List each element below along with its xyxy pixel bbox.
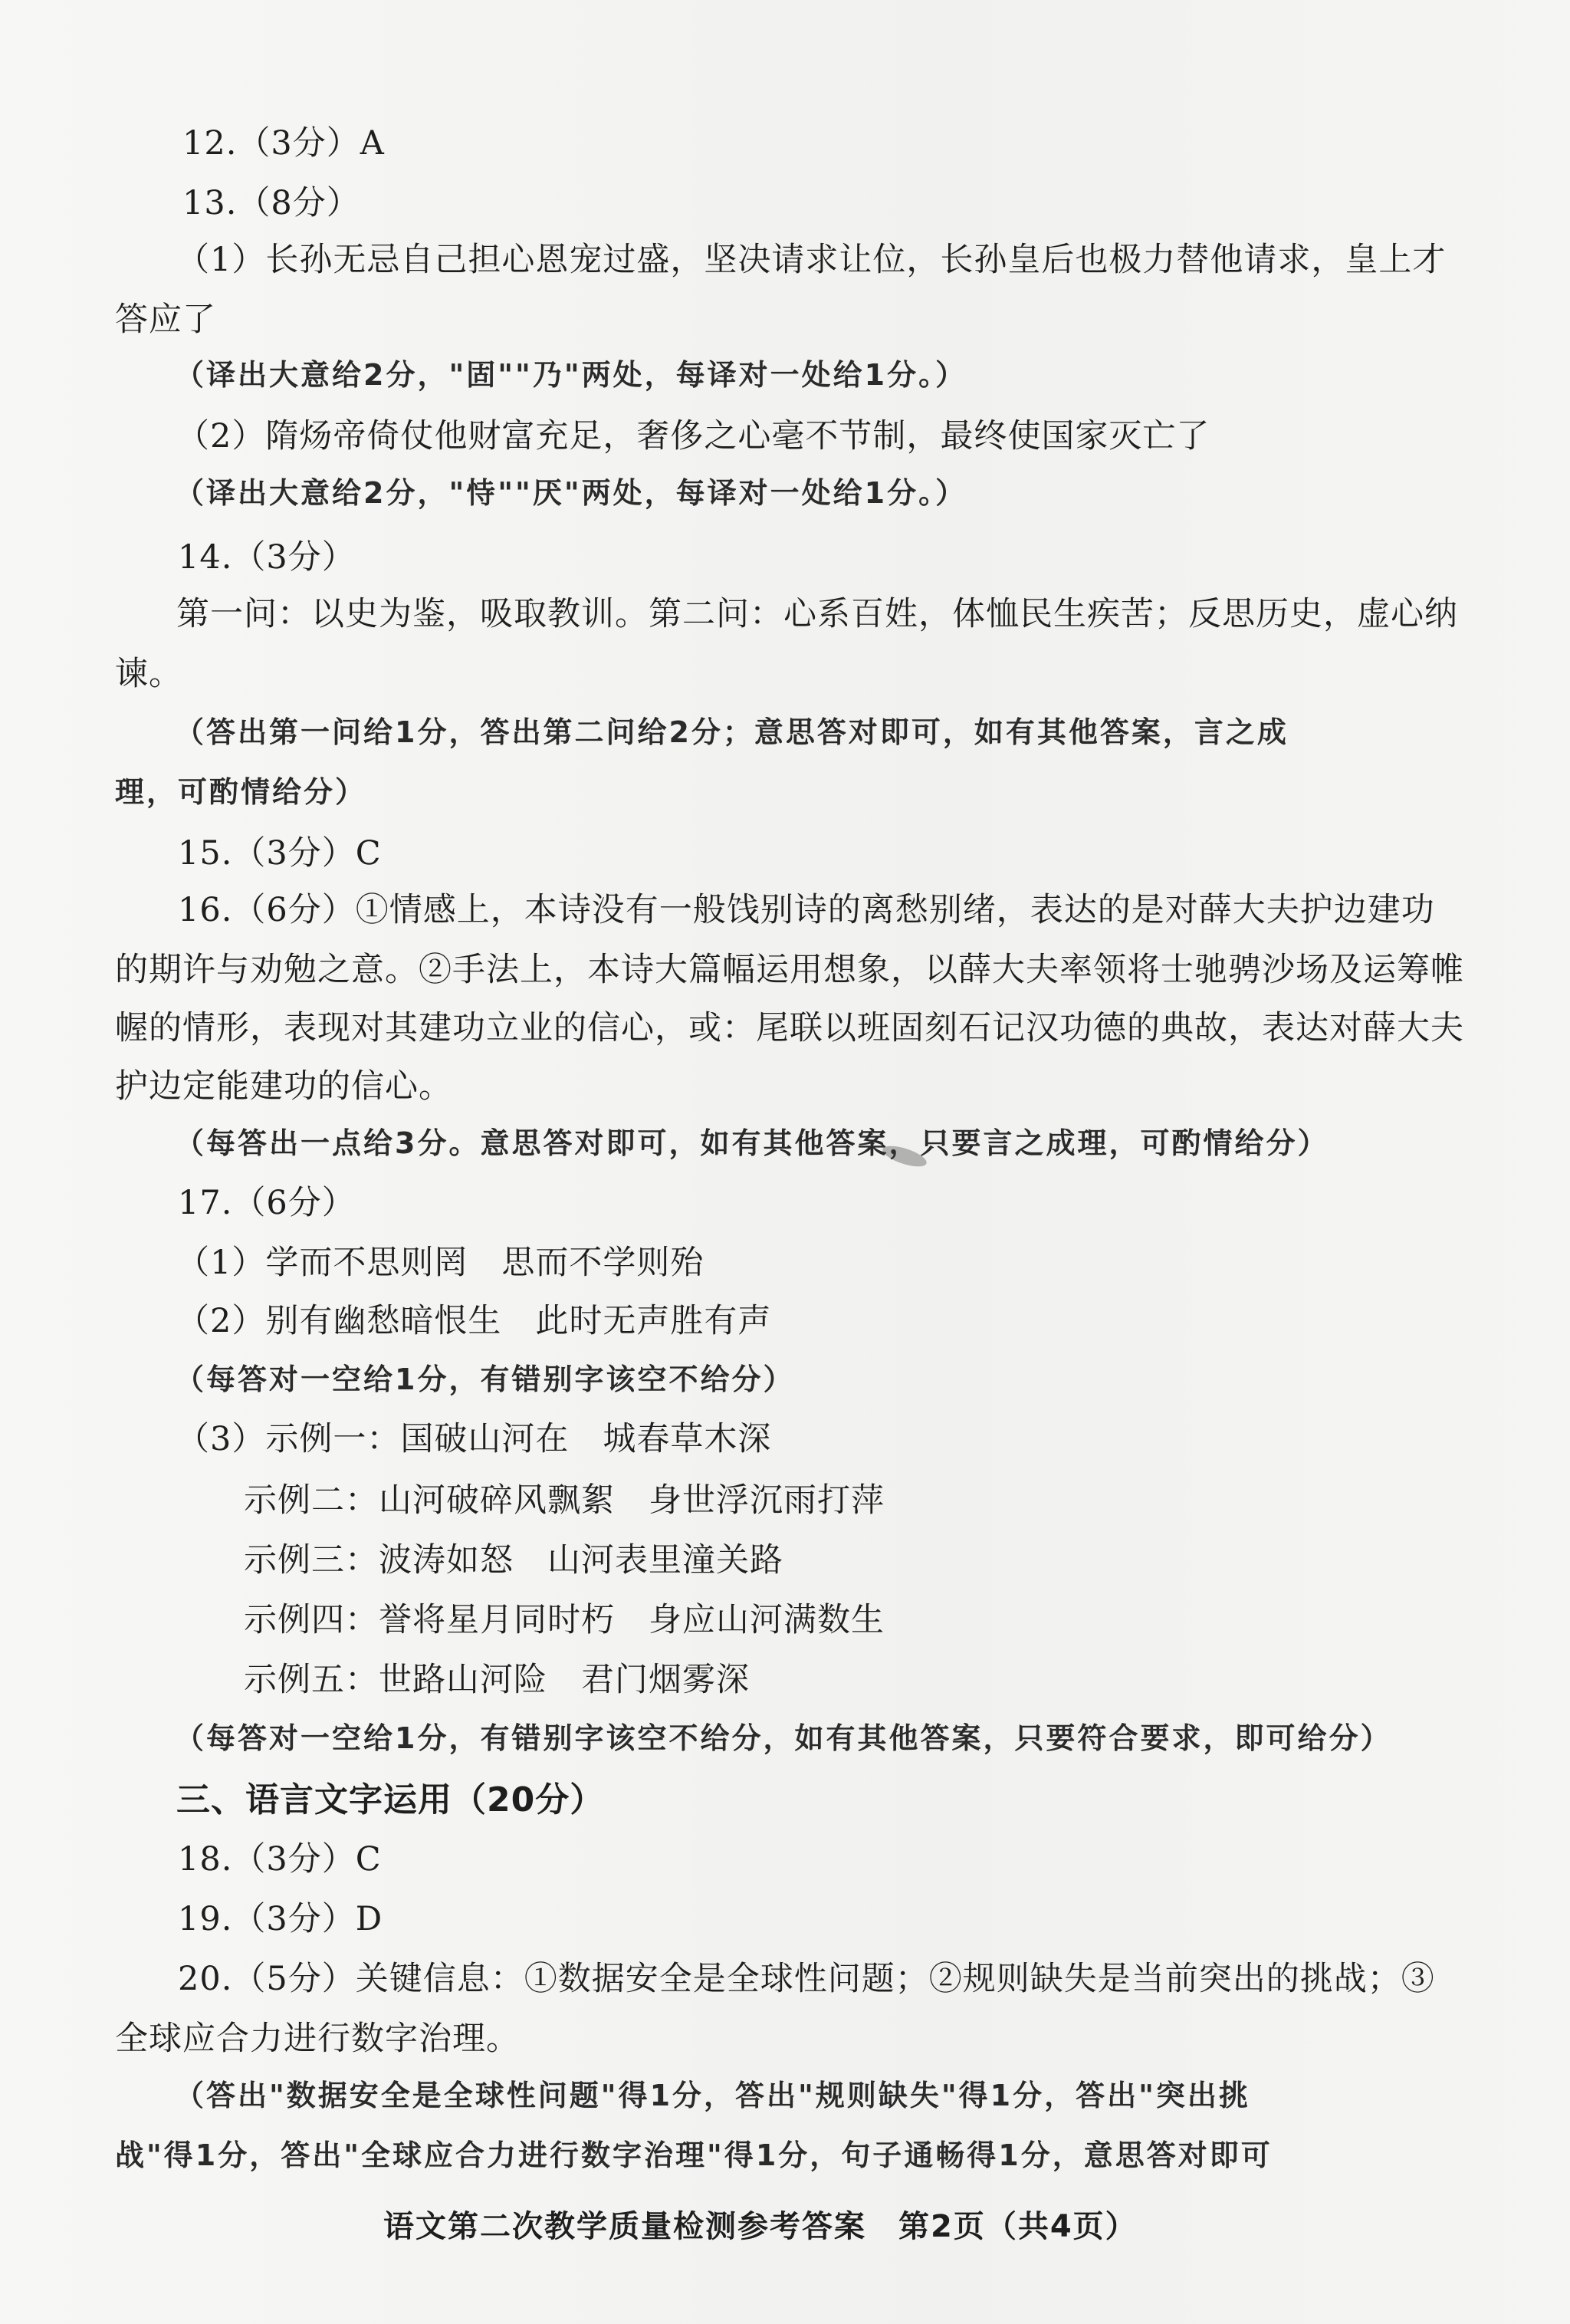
answer-q17-example3: 示例三：波涛如怒 山河表里潼关路 [244,1541,783,1579]
scoring-note-q20-line1: （答出"数据安全是全球性问题"得1分，答出"规则缺失"得1分，答出"突出挑 [175,2079,1250,2112]
answer-q14-line1: 第一问：以史为鉴，吸取教训。第二问：心系百姓，体恤民生疾苦；反思历史，虚心纳 [176,595,1458,633]
answer-q17-part3: （3）示例一：国破山河在 城春草木深 [176,1420,772,1458]
answer-q16-line2: 的期许与劝勉之意。②手法上，本诗大篇幅运用想象，以薛大夫率领将士驰骋沙场及运筹帷 [115,951,1464,989]
answer-q16-line3: 幄的情形，表现对其建功立业的信心，或：尾联以班固刻石记汉功德的典故，表达对薛大夫 [115,1009,1464,1047]
answer-q13-part2: （2）隋炀帝倚仗他财富充足，奢侈之心毫不节制，最终使国家灭亡了 [176,417,1210,455]
answer-q17-example4: 示例四：誉将星月同时朽 身应山河满数生 [244,1601,885,1639]
answer-q17-heading: 17.（6分） [178,1184,356,1222]
answer-q19: 19.（3分）D [178,1900,383,1938]
scoring-note-q16: （每答出一点给3分。意思答对即可，如有其他答案，只要言之成理，可酌情给分） [175,1126,1329,1160]
scoring-note-q17-2: （每答对一空给1分，有错别字该空不给分，如有其他答案，只要符合要求，即可给分） [175,1721,1392,1755]
answer-q12: 12.（3分）A [182,124,385,163]
scoring-note-q13-2: （译出大意给2分，"恃""厌"两处，每译对一处给1分。） [175,476,967,510]
answer-q14-heading: 14.（3分） [178,538,356,577]
scoring-note-q13-1: （译出大意给2分，"固""乃"两处，每译对一处给1分。） [175,358,967,392]
answer-q17-example2: 示例二：山河破碎风飘絮 身世浮沉雨打萍 [244,1481,885,1520]
answer-q17-example5: 示例五：世路山河险 君门烟雾深 [244,1661,750,1699]
answer-q16-line1: 16.（6分）①情感上，本诗没有一般饯别诗的离愁别绪，表达的是对薛大夫护边建功 [178,891,1435,929]
answer-q18: 18.（3分）C [178,1840,382,1879]
scoring-note-q20-line2: 战"得1分，答出"全球应合力进行数字治理"得1分，句子通畅得1分，意思答对即可 [115,2138,1273,2172]
answer-q20-line2: 全球应合力进行数字治理。 [115,2020,520,2058]
answer-q17-part1: （1）学而不思则罔 思而不学则殆 [176,1244,705,1282]
page-footer: 语文第二次教学质量检测参考答案 第2页（共4页） [383,2209,1138,2244]
answer-q13-heading: 13.（8分） [182,184,360,222]
answer-q15: 15.（3分）C [178,834,382,873]
answer-q14-line2: 谏。 [115,655,182,693]
section-heading-3: 三、语言文字运用（20分） [176,1780,605,1819]
answer-q13-part1-line1: （1）长孙无忌自己担心恩宠过盛，坚决请求让位，长孙皇后也极力替他请求，皇上才 [176,241,1447,279]
answer-q17-part2: （2）别有幽愁暗恨生 此时无声胜有声 [176,1302,772,1340]
answer-q16-line4: 护边定能建功的信心。 [115,1067,452,1106]
answer-q13-part1-line2: 答应了 [115,301,216,339]
scoring-note-q17-1: （每答对一空给1分，有错别字该空不给分） [175,1363,795,1396]
scoring-note-q14-line2: 理，可酌情给分） [115,775,367,809]
scoring-note-q14-line1: （答出第一问给1分，答出第二问给2分；意思答对即可，如有其他答案，言之成 [175,715,1289,749]
answer-q20-line1: 20.（5分）关键信息：①数据安全是全球性问题；②规则缺失是当前突出的挑战；③ [178,1960,1435,1998]
